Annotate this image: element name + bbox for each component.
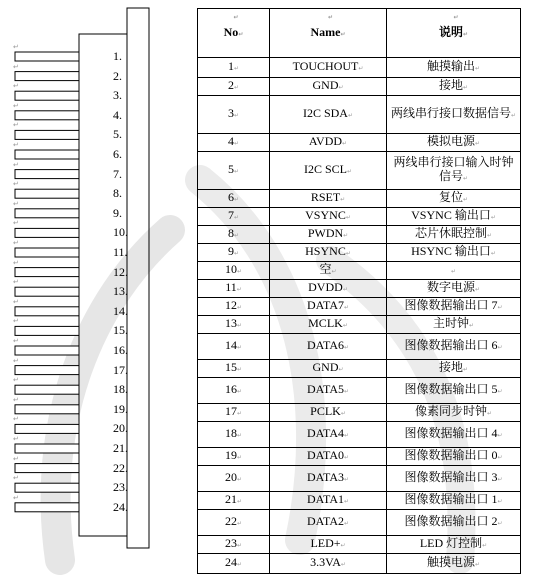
pin-number-label: 4. bbox=[113, 107, 122, 122]
cell-no: 18↵ bbox=[198, 422, 270, 448]
paragraph-mark: ↵ bbox=[13, 356, 19, 365]
connector-housing bbox=[127, 8, 149, 548]
cell-description: 图像数据输出口 1↵ bbox=[387, 492, 521, 510]
paragraph-mark: ↵ bbox=[13, 239, 19, 247]
cell-description: 图像数据输出口 0↵ bbox=[387, 448, 521, 466]
pin-number-label: 16. bbox=[113, 343, 128, 357]
pin-number-label: 20. bbox=[113, 421, 128, 436]
connector-pin bbox=[15, 307, 79, 316]
cell-no: 12↵ bbox=[198, 298, 270, 316]
pin-number-label: 5. bbox=[113, 127, 122, 142]
cell-no: 20↵ bbox=[198, 466, 270, 492]
cell-description: 芯片休眠控制↵ bbox=[387, 226, 521, 244]
table-row bbox=[198, 190, 521, 208]
pin-number-label: 6. bbox=[113, 147, 122, 161]
cell-name: I2C SCL↵ bbox=[270, 152, 387, 190]
cell-no: 16↵ bbox=[198, 378, 270, 404]
table-row bbox=[198, 78, 521, 96]
cell-description: 图像数据输出口 6↵ bbox=[387, 334, 521, 360]
connector-pin bbox=[15, 111, 79, 120]
cell-no: 13↵ bbox=[198, 316, 270, 334]
cell-no: 11↵ bbox=[198, 280, 270, 298]
connector-pin bbox=[15, 150, 79, 159]
connector-pin bbox=[15, 405, 79, 414]
paragraph-mark: ↵ bbox=[13, 474, 19, 483]
table-row bbox=[198, 134, 521, 152]
cell-name: DATA0↵ bbox=[270, 448, 387, 466]
cell-name: GND↵ bbox=[270, 360, 387, 378]
pin-number-label: 19. bbox=[113, 401, 128, 416]
pin-number-label: 8. bbox=[113, 186, 122, 201]
cell-no: 23↵ bbox=[198, 536, 270, 554]
cell-description: 两线串行接口输入时钟信号↵ bbox=[387, 152, 521, 190]
cell-name: DATA6↵ bbox=[270, 334, 387, 360]
cell-name: DATA5↵ bbox=[270, 378, 387, 404]
cell-description: 数字电源↵ bbox=[387, 280, 521, 298]
cell-description: HSYNC 输出口↵ bbox=[387, 244, 521, 262]
cell-description: ↵ bbox=[387, 262, 521, 280]
pin-number-label: 12. bbox=[113, 264, 128, 279]
table-row bbox=[198, 244, 521, 262]
table-row bbox=[198, 360, 521, 378]
pin-number-label: 23. bbox=[113, 480, 128, 495]
table-row bbox=[198, 510, 521, 536]
cell-no: 14↵ bbox=[198, 334, 270, 360]
pin-number-label: 2. bbox=[113, 68, 122, 83]
paragraph-mark: ↵ bbox=[13, 62, 19, 71]
cell-description: 接地↵ bbox=[387, 78, 521, 96]
cell-description: 触摸电源↵ bbox=[387, 554, 521, 574]
cell-name: LED+↵ bbox=[270, 536, 387, 554]
pin-number-label: 17. bbox=[113, 362, 128, 377]
pin-number-label: 1. bbox=[113, 49, 122, 63]
pin-number-label: 13. bbox=[113, 284, 128, 299]
cell-no: 19↵ bbox=[198, 448, 270, 466]
connector-pin bbox=[15, 326, 79, 335]
table-row bbox=[198, 466, 521, 492]
connector-pin bbox=[15, 385, 79, 394]
table-row bbox=[198, 226, 521, 244]
cell-description: 触摸输出↵ bbox=[387, 58, 521, 78]
paragraph-mark: ↵ bbox=[13, 258, 19, 267]
paragraph-mark: ↵ bbox=[13, 141, 19, 149]
paragraph-mark: ↵ bbox=[13, 101, 19, 110]
pin-number-label: 9. bbox=[113, 205, 122, 220]
connector-pin bbox=[15, 444, 79, 453]
cell-name: 空↵ bbox=[270, 262, 387, 280]
paragraph-mark: ↵ bbox=[13, 82, 19, 91]
pin-number-label: 24. bbox=[113, 499, 128, 514]
paragraph-mark: ↵ bbox=[13, 395, 19, 404]
cell-no: 1↵ bbox=[198, 58, 270, 78]
cell-no: 8↵ bbox=[198, 226, 270, 244]
connector-pin bbox=[15, 346, 79, 355]
cell-name: PCLK↵ bbox=[270, 404, 387, 422]
pin-definition-table bbox=[197, 8, 521, 574]
table-row bbox=[198, 404, 521, 422]
cell-no: 24↵ bbox=[198, 554, 270, 574]
pin-number-label: 22. bbox=[113, 460, 128, 475]
connector-pin bbox=[15, 72, 79, 81]
cell-no: 9↵ bbox=[198, 244, 270, 262]
connector-pin bbox=[15, 268, 79, 277]
paragraph-mark: ↵ bbox=[13, 121, 19, 130]
paragraph-mark: ↵ bbox=[13, 415, 19, 424]
connector-diagram bbox=[0, 0, 200, 587]
cell-no: 6↵ bbox=[198, 190, 270, 208]
cell-description: 模拟电源↵ bbox=[387, 134, 521, 152]
table-row bbox=[198, 422, 521, 448]
cell-no: 3↵ bbox=[198, 96, 270, 134]
table-row bbox=[198, 96, 521, 134]
cell-description: 图像数据输出口 7↵ bbox=[387, 298, 521, 316]
pin-number-label: 18. bbox=[113, 382, 128, 397]
paragraph-mark: ↵ bbox=[13, 219, 19, 228]
cell-name: GND↵ bbox=[270, 78, 387, 96]
cell-name: DVDD↵ bbox=[270, 280, 387, 298]
paragraph-mark: ↵ bbox=[13, 160, 19, 169]
paragraph-mark: ↵ bbox=[13, 43, 19, 51]
connector-pin bbox=[15, 130, 79, 139]
paragraph-mark: ↵ bbox=[13, 493, 19, 502]
header-no: ↵ No↵ bbox=[198, 9, 270, 58]
paragraph-mark: ↵ bbox=[13, 454, 19, 463]
pin-number-label: 21. bbox=[113, 441, 128, 455]
cell-no: 4↵ bbox=[198, 134, 270, 152]
cell-description: 图像数据输出口 2↵ bbox=[387, 510, 521, 536]
connector-pin bbox=[15, 228, 79, 237]
connector-pin bbox=[15, 483, 79, 492]
cell-no: 10↵ bbox=[198, 262, 270, 280]
table-row bbox=[198, 262, 521, 280]
paragraph-mark: ↵ bbox=[13, 337, 19, 345]
connector-pin bbox=[15, 91, 79, 100]
cell-description: LED 灯控制↵ bbox=[387, 536, 521, 554]
connector-pin bbox=[15, 503, 79, 512]
cell-name: DATA1↵ bbox=[270, 492, 387, 510]
table-row bbox=[198, 554, 521, 574]
table-row bbox=[198, 152, 521, 190]
cell-name: DATA7↵ bbox=[270, 298, 387, 316]
cell-no: 2↵ bbox=[198, 78, 270, 96]
paragraph-mark: ↵ bbox=[13, 297, 19, 306]
cell-no: 22↵ bbox=[198, 510, 270, 536]
cell-description: VSYNC 输出口↵ bbox=[387, 208, 521, 226]
pin-number-label: 7. bbox=[113, 166, 122, 181]
pin-number-label: 14. bbox=[113, 303, 128, 318]
connector-pin bbox=[15, 287, 79, 296]
cell-description: 图像数据输出口 3↵ bbox=[387, 466, 521, 492]
pin-number-label: 3. bbox=[113, 88, 122, 103]
connector-pin bbox=[15, 248, 79, 257]
cell-no: 15↵ bbox=[198, 360, 270, 378]
table-row bbox=[198, 280, 521, 298]
cell-name: RSET↵ bbox=[270, 190, 387, 208]
cell-name: DATA4↵ bbox=[270, 422, 387, 448]
paragraph-mark: ↵ bbox=[13, 317, 19, 326]
cell-name: VSYNC↵ bbox=[270, 208, 387, 226]
cell-description: 接地↵ bbox=[387, 360, 521, 378]
table-row bbox=[198, 492, 521, 510]
cell-no: 5↵ bbox=[198, 152, 270, 190]
pin-number-label: 15. bbox=[113, 323, 128, 338]
paragraph-mark: ↵ bbox=[13, 435, 19, 443]
cell-name: DATA3↵ bbox=[270, 466, 387, 492]
paragraph-mark: ↵ bbox=[13, 376, 19, 385]
connector-pin bbox=[15, 464, 79, 473]
cell-no: 7↵ bbox=[198, 208, 270, 226]
cell-no: 21↵ bbox=[198, 492, 270, 510]
connector-pin bbox=[15, 52, 79, 61]
table-row bbox=[198, 448, 521, 466]
pin-number-label: 10. bbox=[113, 225, 128, 240]
table-row bbox=[198, 208, 521, 226]
cell-description: 图像数据输出口 4↵ bbox=[387, 422, 521, 448]
cell-name: I2C SDA↵ bbox=[270, 96, 387, 134]
cell-name: 3.3VA↵ bbox=[270, 554, 387, 574]
paragraph-mark: ↵ bbox=[13, 199, 19, 208]
table-row bbox=[198, 316, 521, 334]
cell-name: AVDD↵ bbox=[270, 134, 387, 152]
header-name: ↵ Name↵ bbox=[270, 9, 387, 58]
cell-description: 图像数据输出口 5↵ bbox=[387, 378, 521, 404]
connector-pin bbox=[15, 189, 79, 198]
cell-name: TOUCHOUT↵ bbox=[270, 58, 387, 78]
cell-name: MCLK↵ bbox=[270, 316, 387, 334]
connector-pin bbox=[15, 366, 79, 375]
cell-description: 两线串行接口数据信号↵ bbox=[387, 96, 521, 134]
cell-description: 复位↵ bbox=[387, 190, 521, 208]
table-row bbox=[198, 298, 521, 316]
connector-pin bbox=[15, 209, 79, 218]
table-row bbox=[198, 378, 521, 404]
pin-number-label: 11. bbox=[113, 245, 128, 259]
cell-name: DATA2↵ bbox=[270, 510, 387, 536]
cell-description: 像素同步时钟↵ bbox=[387, 404, 521, 422]
table-row bbox=[198, 334, 521, 360]
cell-no: 17↵ bbox=[198, 404, 270, 422]
table-header-row bbox=[198, 9, 521, 58]
cell-name: PWDN↵ bbox=[270, 226, 387, 244]
paragraph-mark: ↵ bbox=[13, 278, 19, 287]
table-row bbox=[198, 536, 521, 554]
table-row bbox=[198, 58, 521, 78]
cell-name: HSYNC↵ bbox=[270, 244, 387, 262]
connector-pin bbox=[15, 424, 79, 433]
header-description: ↵ 说明↵ bbox=[387, 9, 521, 58]
connector-pin bbox=[15, 170, 79, 179]
cell-description: 主时钟↵ bbox=[387, 316, 521, 334]
paragraph-mark: ↵ bbox=[13, 180, 19, 189]
